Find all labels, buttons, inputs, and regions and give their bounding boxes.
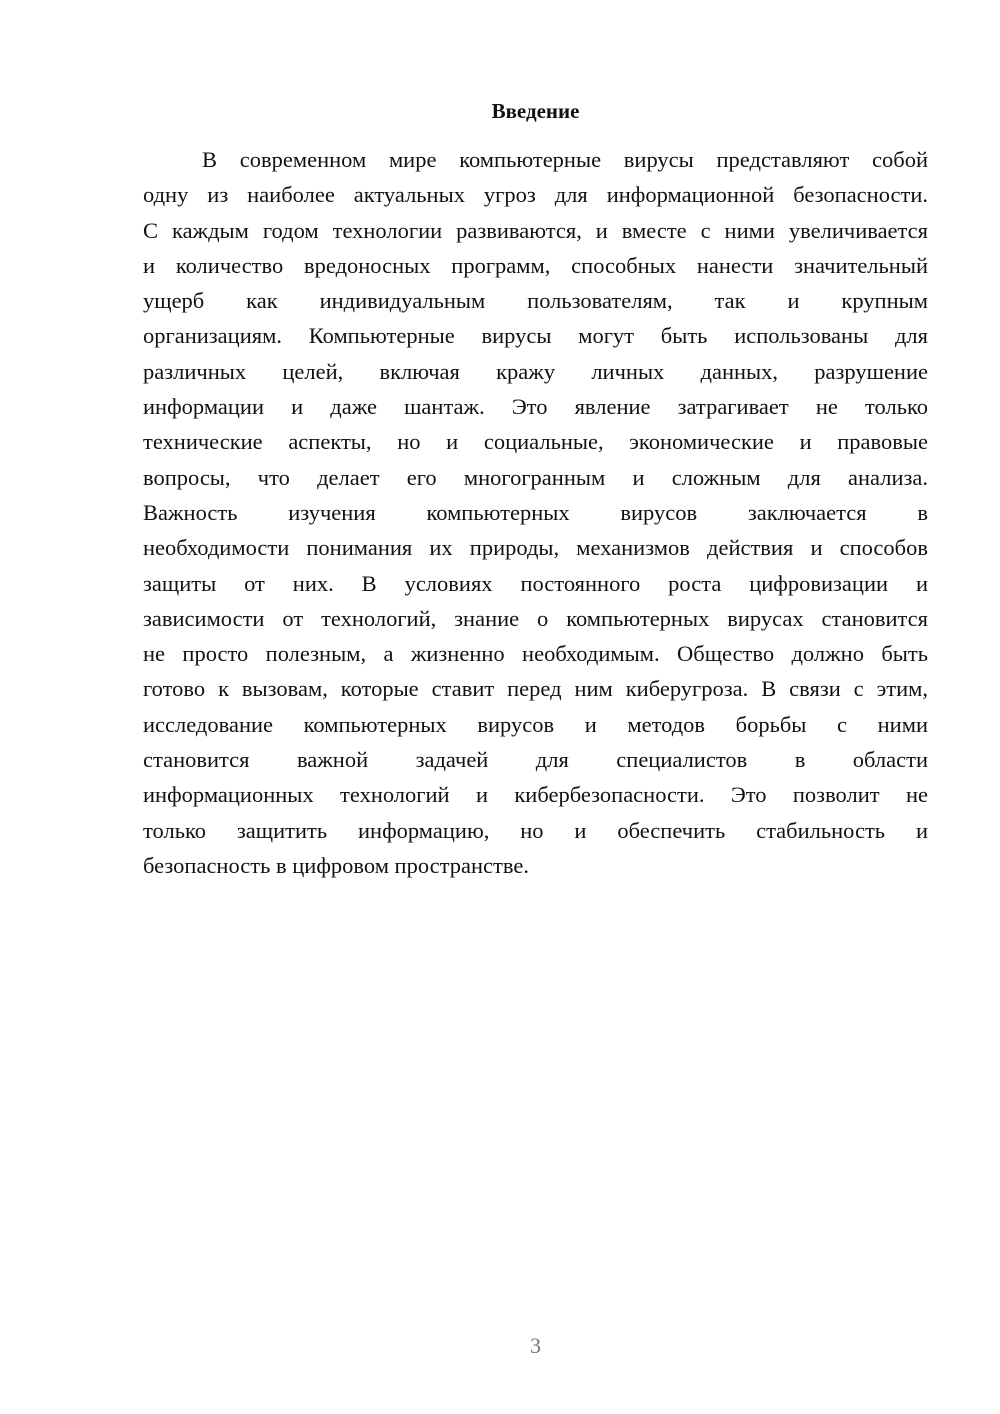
- paragraph-line: Важность изучения компьютерных вирусов заключается в: [143, 499, 928, 525]
- paragraph-line: становится важной задачей для специалистов в области: [143, 747, 928, 773]
- paragraph-line: безопасность в цифровом пространстве.: [143, 852, 529, 878]
- paragraph-line: технические аспекты, но и социальные, экономические и правовые: [143, 429, 928, 455]
- paragraph-line: зависимости от технологий, знание о компьютерных вирусах становится: [143, 605, 928, 631]
- paragraph-line: информационных технологий и кибербезопасности. Это позволит не: [143, 782, 928, 808]
- paragraph-line: защиты от них. В условиях постоянного роста цифровизации и: [143, 570, 928, 596]
- paragraph-line: вопросы, что делает его многогранным и сложным для анализа.: [143, 464, 928, 490]
- paragraph-line: информации и даже шантаж. Это явление затрагивает не только: [143, 394, 928, 420]
- paragraph-line: не просто полезным, а жизненно необходимым. Общество должно быть: [143, 641, 928, 667]
- paragraph-line: только защитить информацию, но и обеспечить стабильность и: [143, 817, 928, 843]
- section-heading: Введение: [491, 99, 580, 123]
- paragraph-line: исследование компьютерных вирусов и методов борьбы с ними: [143, 711, 928, 737]
- paragraph-line: необходимости понимания их природы, механизмов действия и способов: [143, 535, 928, 561]
- paragraph-line: различных целей, включая кражу личных данных, разрушение: [143, 358, 928, 384]
- paragraph-line: С каждым годом технологии развиваются, и вместе с ними увеличивается: [143, 217, 928, 243]
- paragraph-line: одну из наиболее актуальных угроз для информационной безопасности.: [143, 182, 928, 208]
- paragraph-line: готово к вызовам, которые ставит перед ним киберугроза. В связи с этим,: [143, 676, 928, 702]
- body-paragraph: [143, 142, 928, 883]
- paragraph-line: и количество вредоносных программ, способных нанести значительный: [143, 252, 928, 278]
- paragraph-line: ущерб как индивидуальным пользователям, так и крупным: [143, 288, 928, 314]
- page-number: 3: [530, 1333, 541, 1358]
- paragraph-line: В современном мире компьютерные вирусы представляют собой: [202, 147, 928, 172]
- paragraph-line: организациям. Компьютерные вирусы могут быть использованы для: [143, 323, 928, 349]
